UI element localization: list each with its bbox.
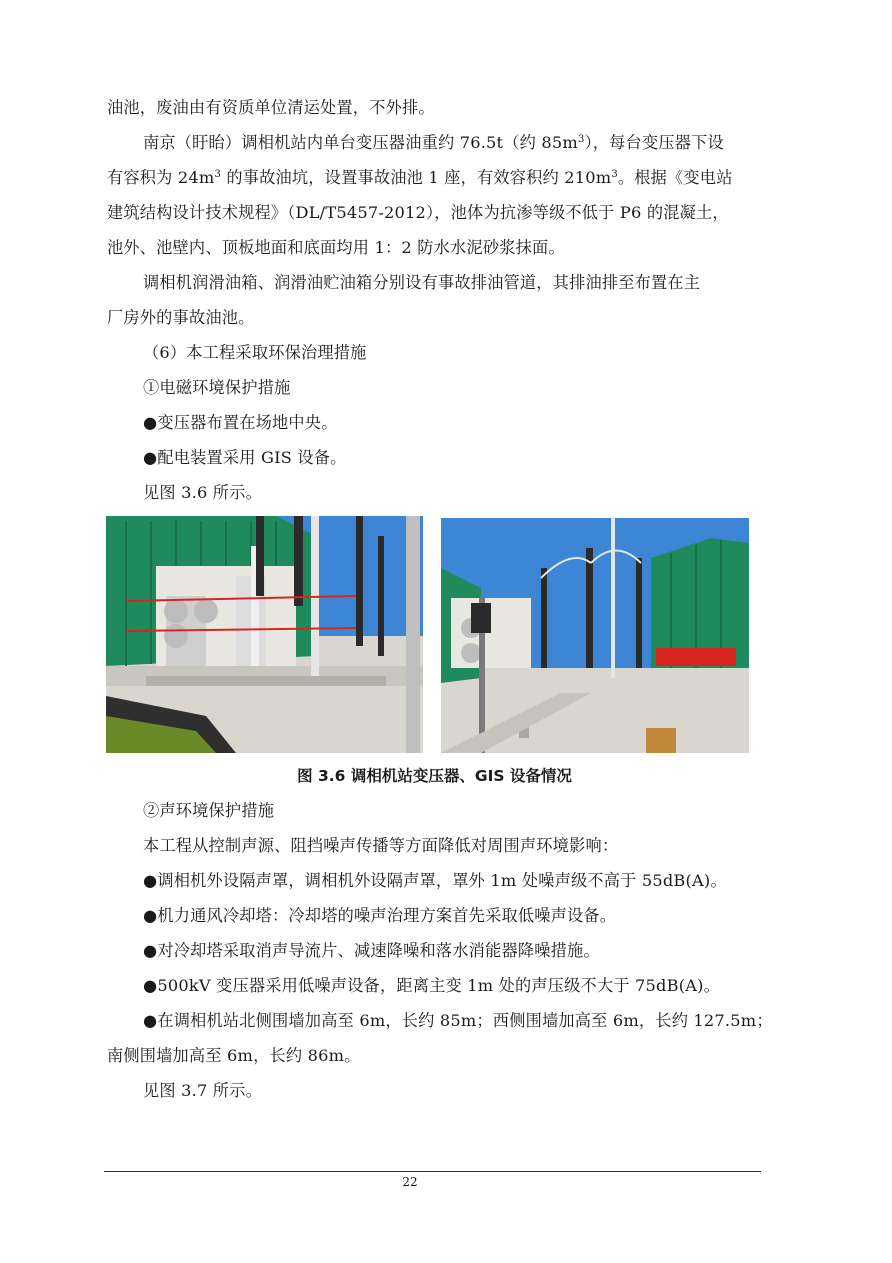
bullet-cooling-tower-measures: ●对冷却塔采取消声导流片、减速降噪和落水消能器降噪措施。 [143,941,600,960]
paragraph-oil-pool-end: 油池，废油由有资质单位清运处置，不外排。 [107,98,435,117]
paragraph-transformer-oil: 南京（盱眙）调相机站内单台变压器油重约 76.5t（约 $85m^3$），每台变压器下设 [143,133,724,152]
bullet-cooling-tower: ●机力通风冷却塔：冷却塔的噪声治理方案首先采取低噪声设备。 [143,906,617,925]
subheading-em-protection: ①电磁环境保护措施 [143,378,291,397]
figure-reference-3-7: 见图 3.7 所示。 [143,1081,262,1100]
paragraph-noise-intro: 本工程从控制声源、阻挡噪声传播等方面降低对周围声环境影响： [143,836,619,855]
page-number: 22 [402,1175,418,1189]
gis-photo [441,518,749,753]
section-heading-measures: （6）本工程采取环保治理措施 [143,343,367,362]
bullet-transformer-center: ●变压器布置在场地中央。 [143,413,338,432]
transformer-photo-graphic [106,516,423,753]
figure-caption: 图 3.6 调相机站变压器、GIS 设备情况 [297,767,572,785]
paragraph-transformer-oil-line3: 建筑结构设计技术规程》（DL/T5457-2012），池体为抗渗等级不低于 P6 的混凝土， [107,203,729,222]
bullet-sound-enclosure: ●调相机外设隔声罩，调相机外设隔声罩，罩外 1m 处噪声级不高于 55dB(A)。 [143,871,727,890]
paragraph-transformer-oil-line2: 有容积为 $24m^3$ 的事故油坑，设置事故油池 1 座，有效容积约 $210m^3$。根据《变电站 [107,168,733,187]
paragraph-lubricating-oil-line2: 厂房外的事故油池。 [107,308,255,327]
bullet-wall-heightening-line2: 南侧围墙加高至 6m，长约 86m。 [107,1046,361,1065]
bullet-gis: ●配电装置采用 GIS 设备。 [143,448,347,467]
bullet-500kv-transformer: ●500kV 变压器采用低噪声设备，距离主变 1m 处的声压级不大于 75dB(A)。 [143,976,721,995]
paragraph-transformer-oil-line4: 池外、池壁内、顶板地面和底面均用 1：2 防水水泥砂浆抹面。 [107,238,565,257]
bullet-wall-heightening: ●在调相机站北侧围墙加高至 6m，长约 85m；西侧围墙加高至 6m，长约 127.5m； [143,1011,773,1030]
footer-divider [104,1171,761,1172]
subheading-noise-protection: ②声环境保护措施 [143,801,275,820]
figure-reference-3-6: 见图 3.6 所示。 [143,483,262,502]
transformer-photo [106,516,423,753]
gis-photo-graphic [441,518,749,753]
paragraph-lubricating-oil: 调相机润滑油箱、润滑油贮油箱分别设有事故排油管道，其排油排至布置在主 [143,273,701,292]
